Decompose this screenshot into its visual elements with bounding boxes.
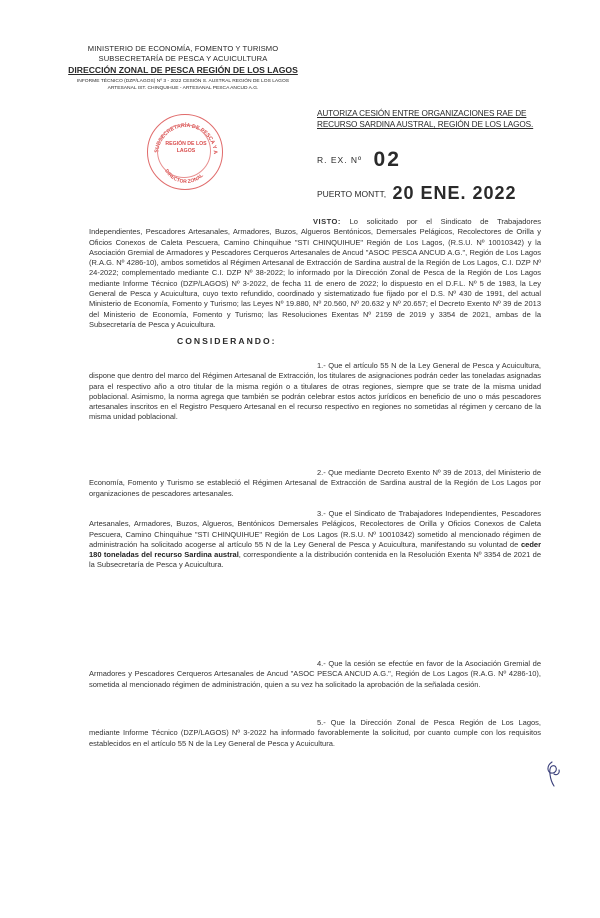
paragraph-3-text-c: , correspondiente a la distribución contenida en la Resolución Exenta Nº 3354 de 2021 de la Subsecretaría de Pesca y Acuicultura. — [89, 550, 541, 570]
directorate-line: DIRECCIÓN ZONAL DE PESCA REGIÓN DE LOS LAGOS — [68, 65, 298, 75]
resolution-label: R. EX. Nº — [317, 155, 363, 165]
considerando-paragraph-4 — [89, 659, 541, 690]
paragraph-5-text: 5.- Que la Dirección Zonal de Pesca Región de Los Lagos, mediante Informe Técnico (DZP/LAGOS) Nº 3-2022 ha informado favorablemente la solicitud, por cuanto cumple con los requisitos establecidos en el artículo 55 N de la Ley General de Pesca y Acuicultura. — [89, 718, 541, 748]
visto-text: Lo solicitado por el Sindicato de Trabajadores Independientes, Pescadores Artesanales, Armadores, Buzos, Algueros Bentónicos, Demersales Pelágicos, Recolectores de Orilla y Oficios Conexos de Caleta Pescuera, Camino Chinquihue "STI CHINQUIHUE" Región de Los Lagos, (R.S.U. Nº 10010342) y la Asociación Gremial de Armadores y Pescadores Cerqueros Artesanales de Ancud "ASOC PESCA ANCUD A.G.", Región de Los Lagos (R.A.G. Nº 4286-10), ambos sometidos al Régimen Artesanal de Extracción de Sardina austral de la Región de Los Lagos, C.I. DZP Nº 24-2022; complementado mediante C.I. DZP Nº 38-2022; lo informado por la Dirección Zonal de Pesca de la Región de Los Lagos mediante Informe Técnico (DZP/LAGOS) Nº 3-2022, de fecha 11 de enero de 2022; lo dispuesto en el D.F.L. Nº 5 de 1983, la Ley General de Pesca y Acuicultura, cuyo texto refundido, coordinado y sistematizado fue fijado por el D.S. Nº 430 de 1991, del actual Ministerio de Economía, Fomento y Turismo; las Leyes Nº 19.880, Nº 20.560, Nº 20.632 y Nº 20.657; el Decreto Exento Nº 39 de 2013 del Ministerio de Economía, Fomento y Turismo; las Resoluciones Exentas Nº 2159 de 2019 y 3354 de 2021, ambas de la Subsecretaría de Pesca y Acuicultura. — [89, 217, 541, 329]
report-ref-line: INFORME TÉCNICO (DZP/LAGOS) Nº 3 - 2022 CESIÓN S. AUSTRAL REGIÓN DE LOS LAGOS — [76, 79, 290, 84]
subject-heading — [317, 108, 557, 130]
place-label: PUERTO MONTT, — [317, 189, 387, 199]
visto-keyword: VISTO: — [313, 217, 341, 226]
paragraph-3-highlight: ceder 180 toneladas del recurso Sardina austral — [89, 539, 541, 560]
parties-ref-line: ARTESANAL IST. CHINQUIHUE - ARTESANAL PESCA ANCUD A.G. — [107, 86, 259, 91]
subsecretary-line: SUBSECRETARÍA DE PESCA Y ACUICULTURA — [98, 54, 268, 63]
stamp-center-label: REGIÓN DE LOS LAGOS — [165, 141, 207, 154]
considerando-paragraph-3 — [89, 509, 541, 571]
initials-signature-icon — [544, 760, 564, 790]
paragraph-2-text: 2.- Que mediante Decreto Exento Nº 39 de 2013, del Ministerio de Economía, Fomento y Turismo se estableció el Régimen Artesanal de Extracción de Sardina austral de la Región de Los Lagos por organizaciones de pescadores artesanales. — [89, 468, 541, 498]
resolution-number-value: 02 — [373, 148, 401, 171]
letterhead — [58, 44, 308, 92]
considerando-paragraph-5 — [89, 718, 541, 749]
resolution-number — [317, 148, 401, 172]
paragraph-3-text-a: 3.- Que el Sindicato de Trabajadores Independientes, Pescadores Artesanales, Armadores, Buzos, Algueros, Bentónicos Demersales Pelágicos, Recolectores de Orilla y Oficios Conexos de Caleta Pescuera, Camino Chinquihue "STI CHINQUIHUE" Región de Los Lagos (R.S.U. Nº 10010342) sometido al mencionado régimen de administración ha solicitado acogerse al artículo 55 N de la Ley General de Pesca y Acuicultura, manifestando su voluntad de — [89, 509, 541, 549]
date-value: 20 ENE. 2022 — [392, 183, 517, 203]
paragraph-1-text: 1.- Que el artículo 55 N de la Ley General de Pesca y Acuicultura, dispone que dentro del marco del Régimen Artesanal de Extracción, los titulares de asignaciones podrán ceder las toneladas asignadas para el respectivo año a otro titular de la misma región o a titulares de otras regiones, siempre que se trate de la misma unidad poblacional. Asimismo, la norma agrega que también se podrán celebrar estos actos jurídicos en beneficio de uno o más pescadores artesanales inscritos en el Registro Pesquero Artesanal en el recurso respectivo en regiones no sometidas al régimen y cercano de la misma unidad poblacional. — [89, 361, 541, 422]
ministry-line: MINISTERIO DE ECONOMÍA, FOMENTO Y TURISMO — [87, 44, 279, 53]
paragraph-4-text: 4.- Que la cesión se efectúe en favor de la Asociación Gremial de Armadores y Pescadores Cerqueros Artesanales de Ancud "ASOC PESCA ANCUD A.G.", Región de Los Lagos (R.A.G. Nº 4286-10), sometida al mencionado régimen de administración, quien a su vez ha solicitado la aprobación de la señalada cesión. — [89, 659, 541, 689]
stamp-ring-label: SUBSECRETARÍA DE PESCA Y A — [154, 122, 219, 155]
subject-text: AUTORIZA CESIÓN ENTRE ORGANIZACIONES RAE DE RECURSO SARDINA AUSTRAL, REGIÓN DE LOS LAGOS. — [317, 109, 534, 129]
considerando-heading: CONSIDERANDO: — [177, 336, 277, 346]
considerando-paragraph-1 — [89, 361, 541, 423]
stamp-bottom-label: DIRECTOR ZONAL — [163, 168, 205, 186]
official-stamp — [147, 114, 223, 190]
considerando-paragraph-2 — [89, 468, 541, 499]
visto-section — [89, 217, 541, 330]
resolution-date — [317, 183, 517, 204]
